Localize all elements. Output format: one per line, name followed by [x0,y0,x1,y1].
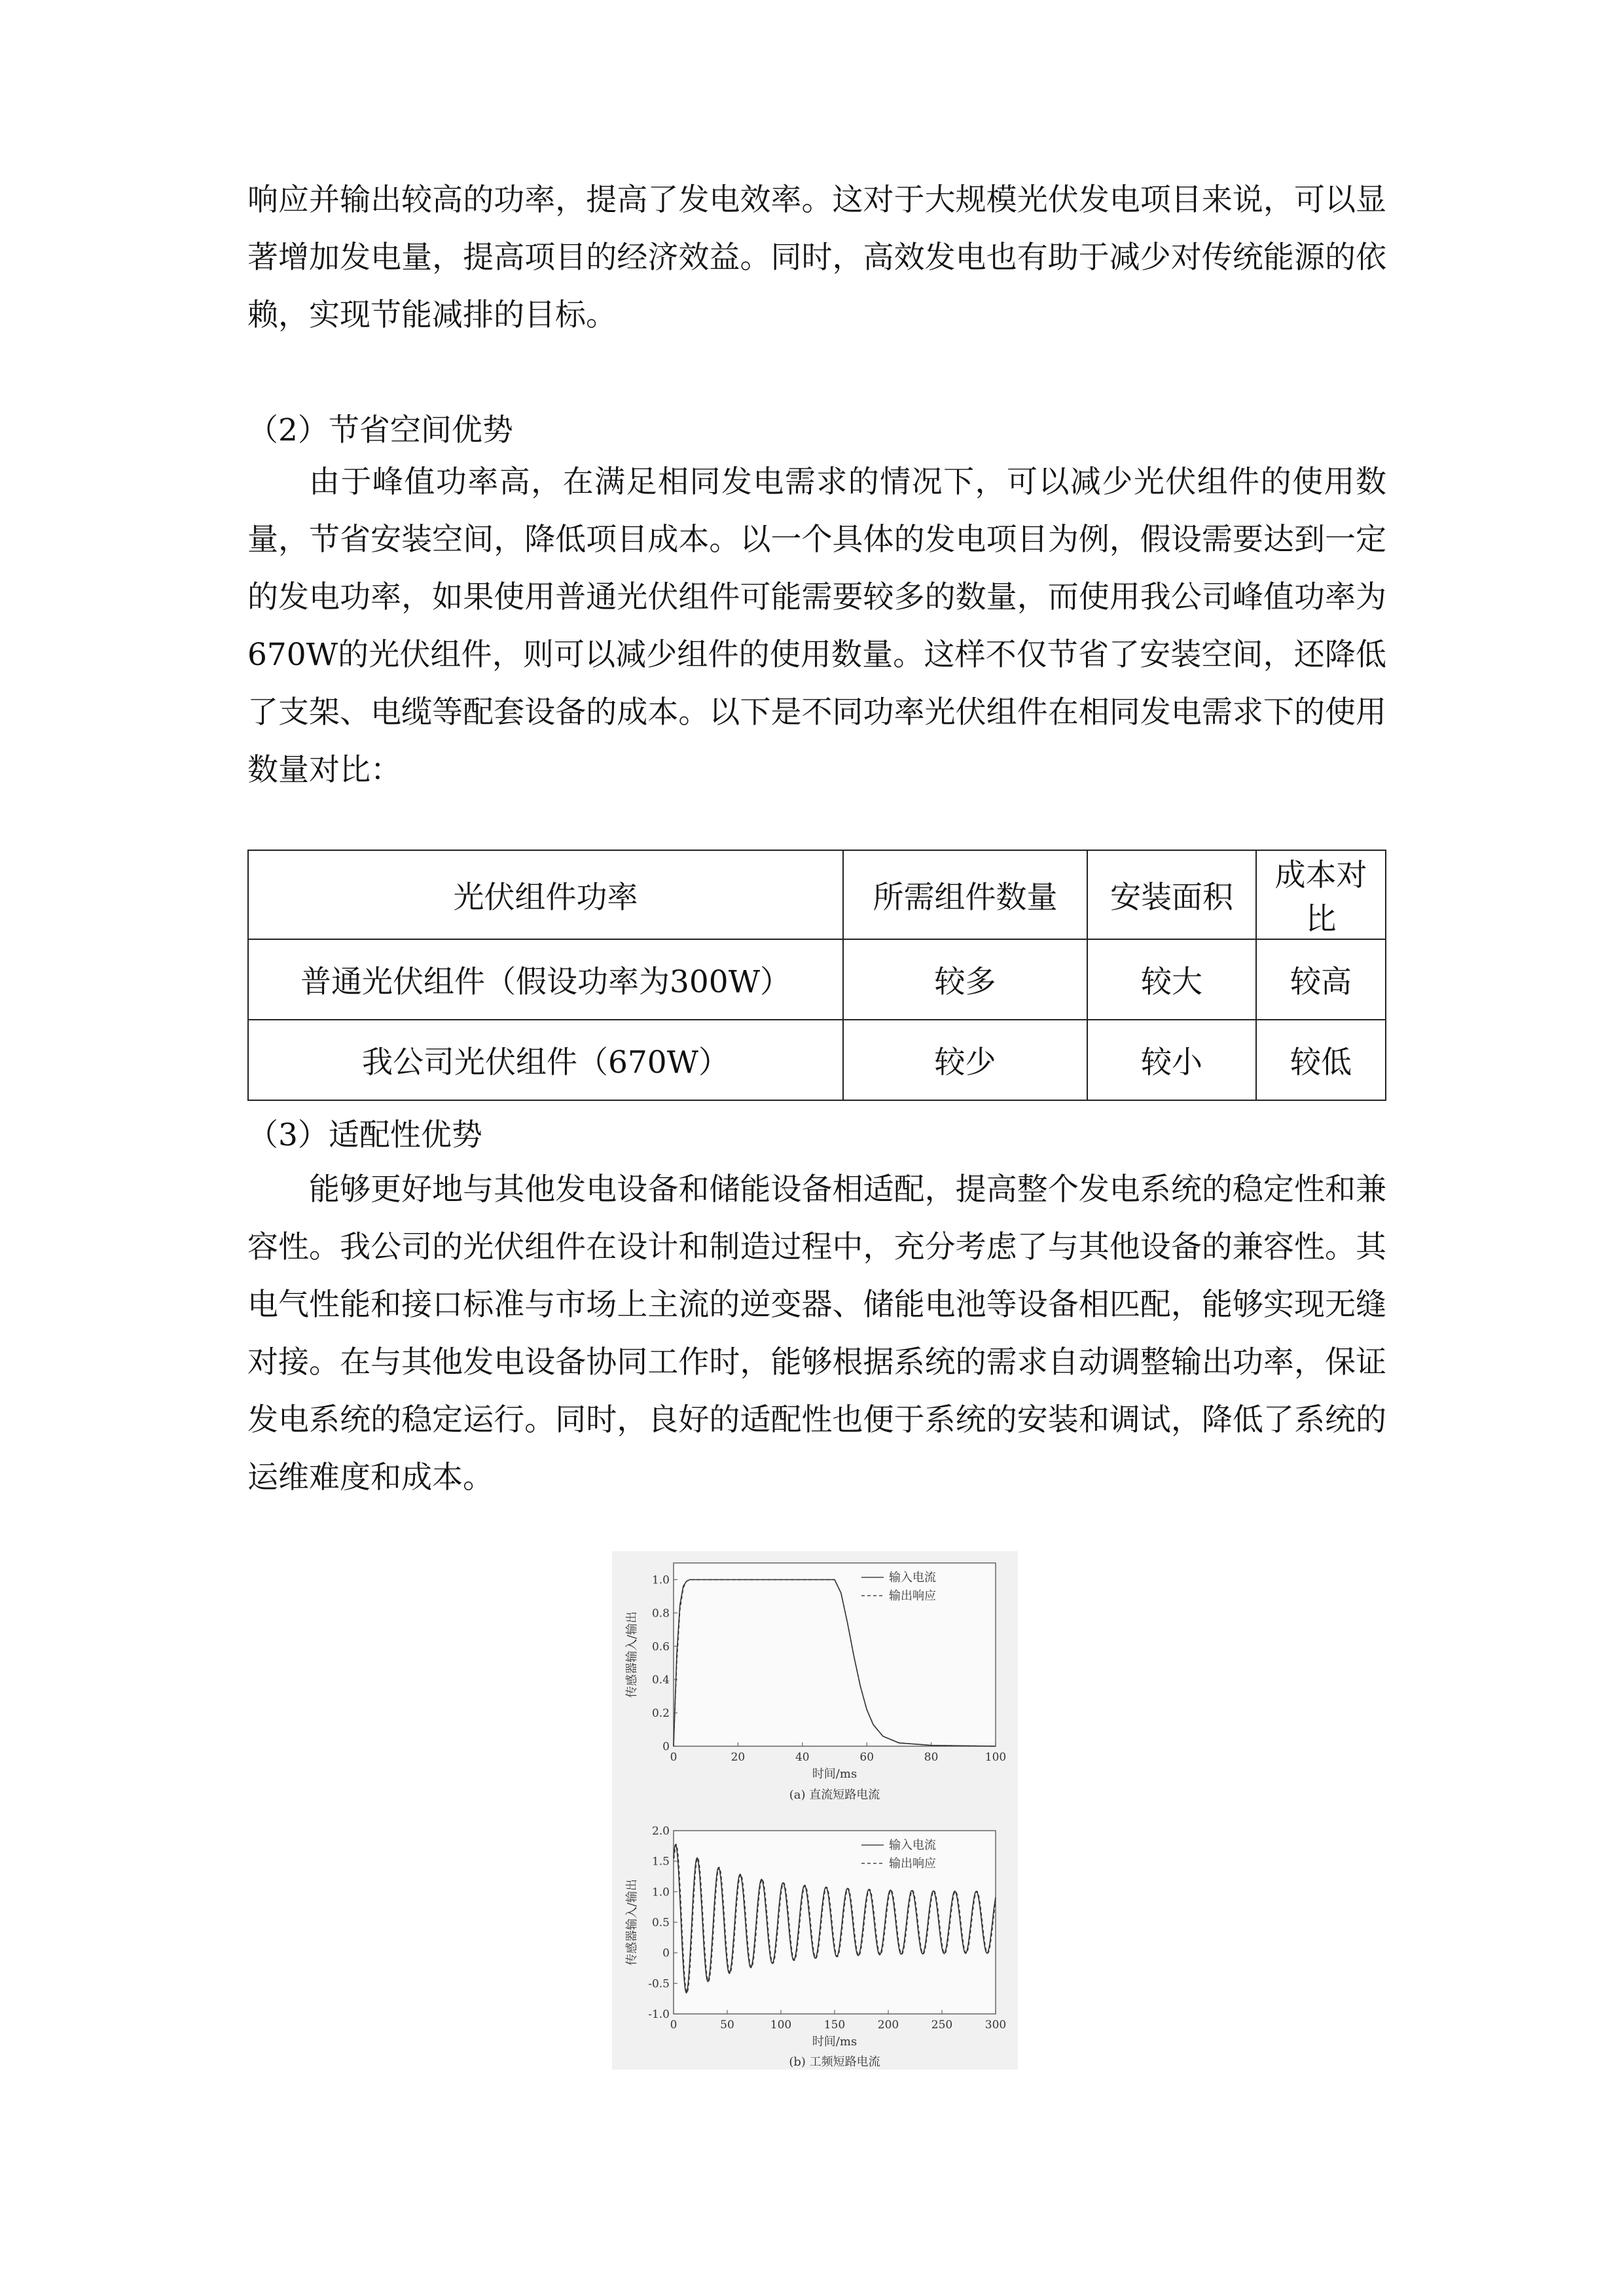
table-cell: 较小 [1087,1020,1256,1100]
y-axis-label: 传感器输入/输出 [625,1611,639,1698]
y-tick-label: 1.0 [651,1886,670,1899]
x-tick-label: 80 [924,1751,939,1764]
chart-caption: (a) 直流短路电流 [789,1788,880,1802]
chart-plot-area [674,1831,996,2014]
table-cell: 较多 [843,939,1087,1020]
heading-compatibility: （3）适配性优势 [247,1117,482,1153]
sensor-response-charts [612,1551,1018,2070]
legend-label-input: 输入电流 [889,1839,936,1852]
paragraph-efficiency: 响应并输出较高的功率，提高了发电效率。这对于大规模光伏发电项目来说，可以显著增加发电量，提高项目的经济效益。同时，高效发电也有助于减少对传统能源的依赖，实现节能减排的目标。 [247,182,1386,333]
table-cell: 较低 [1256,1020,1386,1100]
y-tick-label: 2.0 [651,1825,670,1838]
table-cell: 较大 [1087,939,1256,1020]
y-tick-label: 0 [662,1946,670,1960]
legend-label-output: 输出响应 [889,1589,936,1603]
paragraph-compatibility: 能够更好地与其他发电设备和储能设备相适配，提高整个发电系统的稳定性和兼容性。我公司的光伏组件在设计和制造过程中，充分考虑了与其他设备的兼容性。其电气性能和接口标准与市场上主流的逆变器、储能电池等设备相匹配，能够实现无缝对接。在与其他发电设备协同工作时，能够根据系统的需求自动调整输出功率，保证发电系统的稳定运行。同时，良好的适配性也便于系统的安装和调试，降低了系统的运维难度和成本。 [247,1172,1386,1496]
y-tick-label: 0 [662,1740,670,1753]
x-tick-label: 0 [670,1751,677,1764]
x-tick-label: 150 [823,2018,846,2032]
chart-plot-area [674,1563,996,1746]
table-cell: 我公司光伏组件（670W） [248,1020,843,1100]
y-tick-label: 1.0 [651,1573,670,1587]
x-tick-label: 40 [795,1751,810,1764]
y-tick-label: 0.6 [651,1640,670,1654]
table-cell: 较少 [843,1020,1087,1100]
y-tick-label: -0.5 [648,1977,670,1991]
y-tick-label: 0.4 [651,1674,670,1687]
x-axis-label: 时间/ms [812,2035,857,2049]
table-header-cell: 安装面积 [1087,850,1256,939]
table-cell: 普通光伏组件（假设功率为300W） [248,939,843,1020]
paragraph-space-saving: 由于峰值功率高，在满足相同发电需求的情况下，可以减少光伏组件的使用数量，节省安装空间，降低项目成本。以一个具体的发电项目为例，假设需要达到一定的发电功率，如果使用普通光伏组件可能需要较多的数量，而使用我公司峰值功率为670W的光伏组件，则可以减少组件的使用数量。这样不仅节省了安装空间，还降低了支架、电缆等配套设备的成本。以下是不同功率光伏组件在相同发电需求下的使用数量对比： [247,464,1386,788]
y-tick-label: 0.5 [651,1916,670,1929]
table-row [248,1020,1386,1100]
x-axis-label: 时间/ms [812,1767,857,1781]
y-axis-label: 传感器输入/输出 [625,1878,639,1966]
legend-label-input: 输入电流 [889,1571,936,1585]
x-tick-label: 0 [670,2018,677,2032]
comparison-table [247,850,1386,1101]
x-tick-label: 20 [731,1751,746,1764]
table-row [248,939,1386,1020]
x-tick-label: 200 [877,2018,899,2032]
y-tick-label: -1.0 [648,2008,670,2021]
table-cell: 较高 [1256,939,1386,1020]
y-tick-label: 0.2 [651,1707,670,1721]
table-header-row [248,850,1386,939]
x-tick-label: 50 [720,2018,734,2032]
legend-label-output: 输出响应 [889,1857,936,1871]
x-tick-label: 100 [770,2018,792,2032]
y-tick-label: 1.5 [651,1855,670,1869]
table-header-cell: 所需组件数量 [843,850,1087,939]
x-tick-label: 60 [859,1751,875,1764]
table-header-cell: 成本对比 [1256,850,1386,939]
x-tick-label: 300 [984,2018,1007,2032]
x-tick-label: 100 [984,1751,1007,1764]
table-header-cell: 光伏组件功率 [248,850,843,939]
chart-caption: (b) 工频短路电流 [789,2055,880,2069]
heading-space-saving: （2）节省空间优势 [247,412,513,448]
y-tick-label: 0.8 [651,1607,670,1621]
sensor-response-figure [612,1551,1018,2070]
x-tick-label: 250 [931,2018,953,2032]
